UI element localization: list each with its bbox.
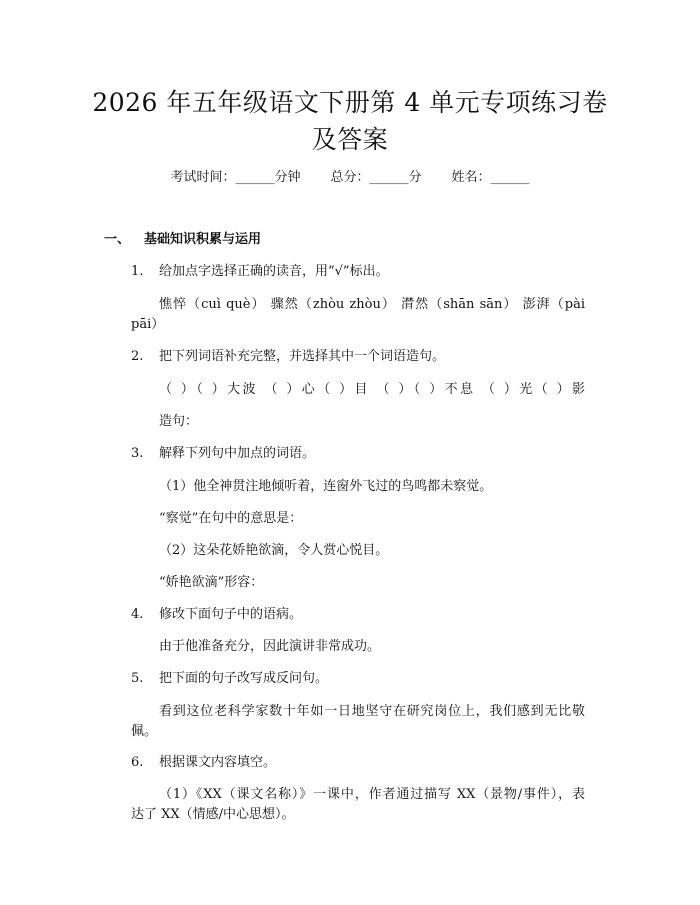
title-line-2: 及答案 [311,125,389,154]
question-number: 5. [131,671,144,686]
document-title [0,84,700,158]
question-prompt: 把下面的句子改写成反问句。 [159,671,329,686]
question-number: 1. [131,264,144,279]
question-number: 3. [131,446,144,461]
total-score-field: 总分：______分 [330,170,422,185]
question-prompt: 给加点字选择正确的读音，用“√”标出。 [159,264,389,279]
question-number: 2. [131,349,144,364]
question-line: 由于他准备充分，因此演讲非常成功。 [159,639,381,654]
exam-meta [0,168,700,188]
question-line: “娇艳欲滴”形容： [159,575,264,590]
question-line: 造句： [159,414,199,429]
title-line-1: 2026 年五年级语文下册第 4 单元专项练习卷 [92,88,608,117]
section-title: 基础知识积累与运用 [144,232,262,247]
question-prompt: 解释下列句中加点的词语。 [159,446,316,461]
question-number: 4. [131,607,144,622]
question-number: 6. [131,755,144,770]
question-line: （1）他全神贯注地倾听着，连窗外飞过的鸟鸣都未察觉。 [159,479,493,494]
question-prompt: 把下列词语补充完整，并选择其中一个词语造句。 [159,349,446,364]
section-heading [104,230,261,250]
question-line: （1）《XX（课文名称）》一课中，作者通过描写 XX（景物/事件），表 [159,787,585,802]
section-number: 一、 [104,232,131,247]
question-line: 看到这位老科学家数十年如一日地坚守在研究岗位上，我们感到无比敬 [159,704,585,719]
question-line: （ ）（ ）大波 （ ）心（ ）目 （ ）（ ）不息 （ ）光（ ）影 [159,382,585,397]
question-line: pāi） [131,317,165,332]
question-prompt: 修改下面句子中的语病。 [159,607,303,622]
question-line: 佩。 [131,724,158,739]
exam-time-field: 考试时间：______分钟 [170,170,301,185]
question-line: 憔悴（cuì què） 骤然（zhòu zhòu） 潸然（shān sān） 澎湃（pài [159,297,585,312]
question-prompt: 根据课文内容填空。 [159,755,277,770]
question-line: （2）这朵花娇艳欲滴，令人赏心悦目。 [159,543,389,558]
student-name-field: 姓名：______ [451,170,530,185]
question-line: 达了 XX（情感/中心思想）。 [131,807,295,822]
question-line: “察觉”在句中的意思是： [159,511,303,526]
